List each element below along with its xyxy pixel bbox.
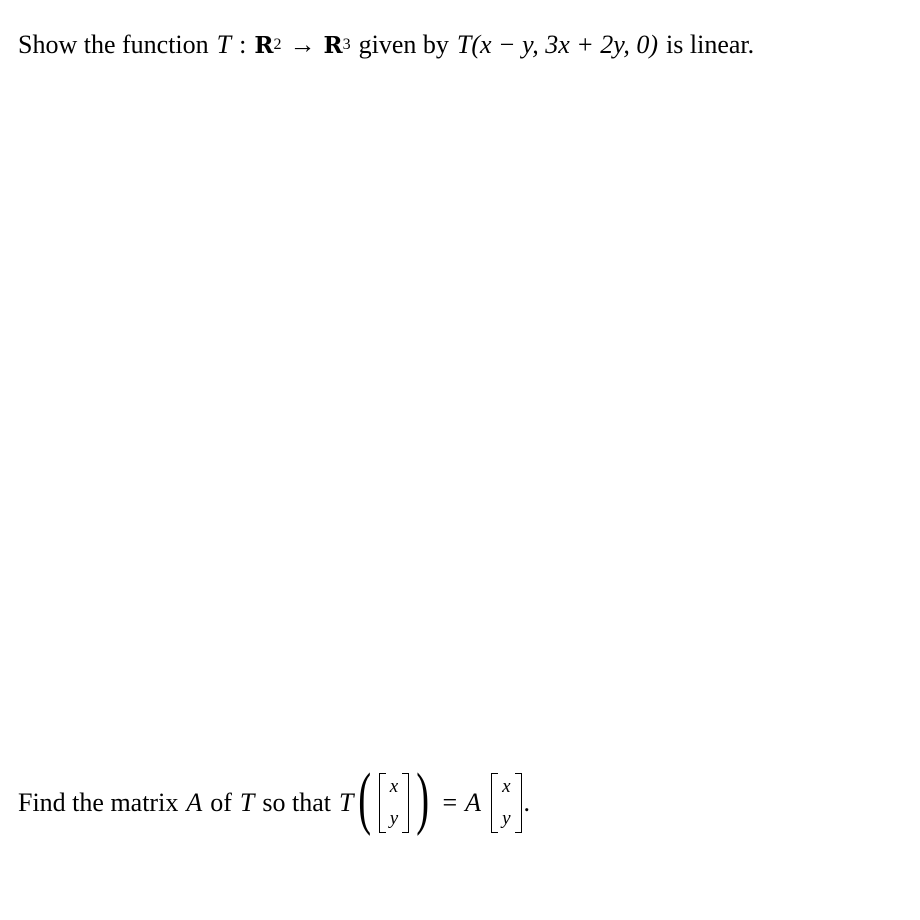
problem-statement-1: Show the function T : R 2 → R 3 given by T (x − y, 3x + 2y, 0) is linear.: [18, 30, 755, 59]
rhs-right-bracket: [515, 773, 522, 833]
rhs-vector-top: x: [502, 776, 511, 797]
so-that-text: so that: [262, 788, 331, 817]
lhs-vector: [379, 771, 409, 835]
lhs-vector-bottom: y: [389, 808, 399, 829]
lhs-right-bracket: [402, 773, 409, 833]
equals-sign: =: [442, 788, 458, 817]
lhs-left-bracket: [379, 773, 386, 833]
statement-intro: Show the function: [18, 30, 209, 59]
rhs-vector: [491, 771, 521, 835]
codomain-symbol: R: [323, 31, 343, 59]
rhs-vector-bottom: y: [502, 808, 511, 829]
map-function-symbol: T: [456, 30, 472, 59]
problem-statement-2: [18, 760, 530, 838]
statement-outro: is linear.: [666, 30, 755, 59]
function-symbol-2: T: [239, 788, 255, 817]
domain-symbol: R: [254, 31, 274, 59]
period: .: [523, 788, 530, 817]
left-paren: (: [358, 760, 372, 837]
colon: :: [239, 30, 247, 59]
lhs-function-symbol: T: [338, 788, 354, 817]
right-paren: ): [416, 760, 430, 837]
of-text: of: [210, 788, 232, 817]
rhs-left-bracket: [491, 773, 498, 833]
find-intro: Find the matrix: [18, 788, 179, 817]
arrow-symbol: →: [289, 30, 316, 59]
lhs-vector-top: x: [389, 776, 399, 797]
map-arguments: (x − y, 3x + 2y, 0): [471, 30, 659, 59]
given-by-text: given by: [358, 30, 449, 59]
function-symbol: T: [216, 30, 232, 59]
rhs-matrix-name: A: [465, 788, 482, 817]
matrix-name: A: [186, 788, 203, 817]
